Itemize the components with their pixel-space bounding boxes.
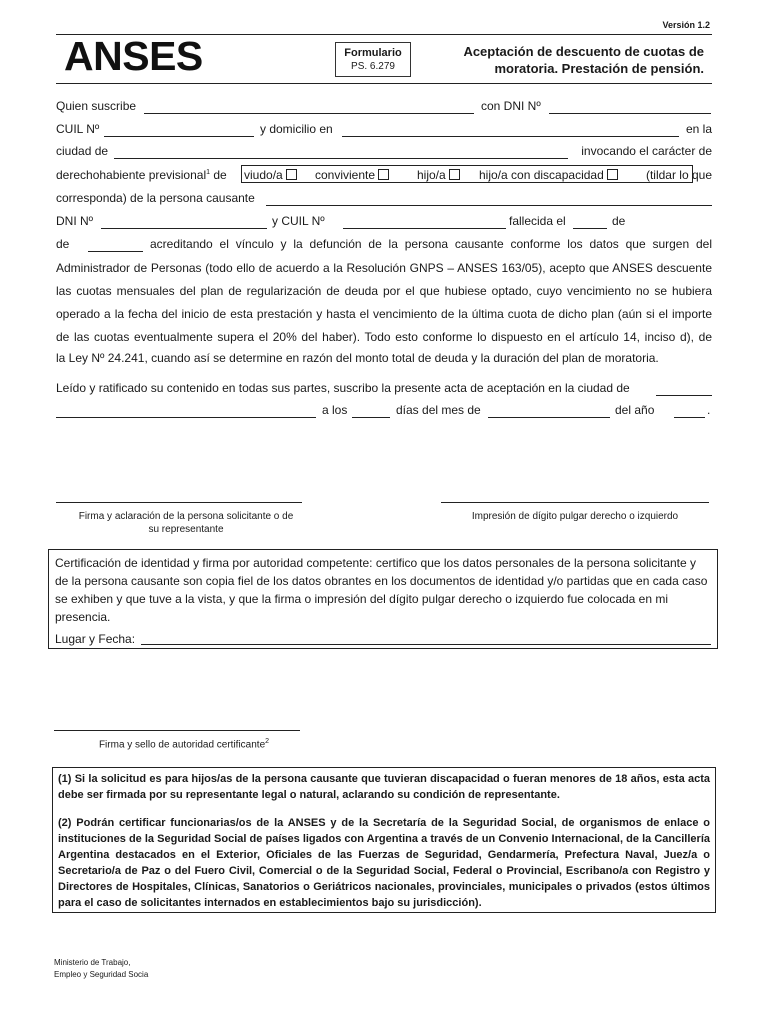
checkbox-hijo-discapacidad[interactable] xyxy=(607,169,618,180)
label-cuil: CUIL Nº xyxy=(56,122,100,136)
form-line-1 xyxy=(56,99,712,117)
field-dia-fallecimiento-blank[interactable] xyxy=(573,228,607,229)
paragraph-line-4: de las cuotas eventualmente supera el 20% del haber). Todo esto conforme lo dispuesto en el artículo 14, inciso d), de xyxy=(56,330,712,344)
label-derechohabiente: derechohabiente previsional$^1$ de xyxy=(56,168,227,182)
footnote-ref-1: 1 xyxy=(206,169,211,176)
option-hijo[interactable]: hijo/a xyxy=(417,168,460,182)
document-title xyxy=(449,43,704,77)
signature-line-applicant[interactable] xyxy=(56,502,302,503)
option-hijo-discapacidad[interactable]: hijo/a con discapacidad xyxy=(479,168,618,182)
field-name-blank[interactable] xyxy=(144,113,474,114)
form-line-4 xyxy=(56,168,712,186)
label-dni: con DNI Nº xyxy=(481,99,541,113)
paragraph-line-3: operado a la fecha del inicio de esta prestación y hasta el vencimiento de la última cuota de dicho plan (aún si el importe xyxy=(56,307,712,321)
form-line-6 xyxy=(56,214,712,232)
label-de-mes: de xyxy=(612,214,626,228)
field-mes-fallecimiento-blank[interactable] xyxy=(88,251,143,252)
footnotes-box xyxy=(52,767,716,913)
signature-line-authority[interactable] xyxy=(54,730,300,731)
place-date-row xyxy=(55,630,711,648)
field-domicilio-blank[interactable] xyxy=(342,136,679,137)
signature-caption-applicant xyxy=(56,510,316,536)
checkbox-hijo[interactable] xyxy=(449,169,460,180)
label-en-la: en la xyxy=(685,122,712,136)
form-line-2 xyxy=(56,122,712,140)
certification-text: Certificación de identidad y firma por autoridad competente: certifico que los datos personales de la persona solicitante y de la persona causante son copia fiel de los datos obrantes en los documentos de identidad y/o partidas que en cada caso se exhiben y que tuve a la vista, y que la firma o impresión del dígito pulgar derecho o izquierdo fue colocada en mi presencia. xyxy=(55,556,708,624)
label-dni-causante: DNI Nº xyxy=(56,214,94,228)
label-domicilio: y domicilio en xyxy=(260,122,333,136)
field-ciudad-firma-blank[interactable] xyxy=(656,395,712,396)
form-code-box xyxy=(335,42,411,77)
option-viudo[interactable]: viudo/a xyxy=(244,168,297,182)
footnote-2: (2) Podrán certificar funcionarias/os de la ANSES y de la Secretaría de la Seguridad Social, de organismos de enlace o instituciones de la Seguridad Social de países ligados con Argentina a través de un Convenio Internacional, de la Cancillería Argentina destacados en el Exterior, Oficiales de las Fuerzas de Seguridad, Gendarmería, Prefectura Naval, Juez/a o Secretario/a de Paz o del Fuero Civil, Comercial o de la Seguridad Social, Federal o Provincial, Escribano/a con Registro y Directores de Hospitales, Clínicas, Sanatorios o Geriátricos nacionales, provinciales, municipales o privados (estos últimos para el caso de solicitantes internados en establecimientos bajo su jurisdicción). xyxy=(58,817,710,909)
ratification-line-1 xyxy=(56,381,712,399)
signature-caption-applicant-line2: su representante xyxy=(148,524,224,535)
footnote-1: (1) Si la solicitud es para hijos/as de la persona causante que tuvieran discapacidad o fueran menores de 18 años, esta acta debe ser firmada por su representante legal o natural, aclarando su condición de representante. xyxy=(58,773,710,801)
label-period: . xyxy=(707,403,711,417)
form-line-7 xyxy=(56,237,712,255)
label-fallecida: fallecida el xyxy=(509,214,566,228)
label-cuil-causante: y CUIL Nº xyxy=(272,214,325,228)
label-lugar-fecha: Lugar y Fecha: xyxy=(55,632,136,646)
label-a-los: a los xyxy=(322,403,348,417)
form-line-5 xyxy=(56,191,712,209)
paragraph-line-2: las cuotas mensuales del plan de regularización de deuda por el que hubiese optado, cuyo vencimiento no se hubiera xyxy=(56,284,712,298)
signature-caption-authority: Firma y sello de autoridad certificante$^2$ xyxy=(98,738,270,751)
text-acreditando: acreditando el vínculo y la defunción de la persona causante conforme los datos que surgen del xyxy=(150,237,712,251)
field-dias-blank[interactable] xyxy=(352,417,390,418)
field-lugar-fecha-blank[interactable] xyxy=(141,644,711,645)
label-de-anio: de xyxy=(56,237,70,251)
label-persona-causante: corresponda) de la persona causante xyxy=(56,191,255,205)
footer-line2: Empleo y Seguridad Socia xyxy=(54,970,149,979)
form-code: PS. 6.279 xyxy=(351,61,395,72)
paragraph-line-1: Administrador de Personas (todo ello de acuerdo a la Resolución GNPS – ANSES 163/05), acepto que ANSES descuente xyxy=(56,261,712,275)
version-label: Versión 1.2 xyxy=(662,20,710,30)
field-causante-blank[interactable] xyxy=(266,205,712,206)
anses-logo: ANSES xyxy=(64,33,203,79)
label-invocando: invocando el carácter de xyxy=(581,144,712,158)
form-line-3 xyxy=(56,144,712,162)
document-title-line1: Aceptación de descuento de cuotas de xyxy=(463,44,704,59)
certification-box xyxy=(48,549,718,649)
label-tildar: (tildar lo que xyxy=(645,168,712,182)
checkbox-conviviente[interactable] xyxy=(378,169,389,180)
label-ciudad: ciudad de xyxy=(56,144,109,158)
label-dias-mes: días del mes de xyxy=(396,403,481,417)
signature-line-thumbprint[interactable] xyxy=(441,502,709,503)
checkbox-viudo[interactable] xyxy=(286,169,297,180)
ratification-line-2 xyxy=(56,403,712,421)
footer-ministry xyxy=(54,957,148,981)
field-dni-blank[interactable] xyxy=(549,113,711,114)
label-del-anio: del año xyxy=(615,403,655,417)
signature-caption-thumbprint: Impresión de dígito pulgar derecho o izquierdo xyxy=(471,511,679,522)
option-conviviente[interactable]: conviviente xyxy=(315,168,389,182)
label-quien-suscribe: Quien suscribe xyxy=(56,99,137,113)
field-mes-blank[interactable] xyxy=(488,417,610,418)
field-ciudad-firma-cont-blank[interactable] xyxy=(56,417,316,418)
footer-line1: Ministerio de Trabajo, xyxy=(54,958,131,967)
field-ciudad-blank[interactable] xyxy=(114,158,568,159)
field-cuil-causante-blank[interactable] xyxy=(343,228,506,229)
footnote-ref-2: 2 xyxy=(265,738,270,745)
paragraph-line-5 xyxy=(56,351,712,369)
relationship-options-box xyxy=(241,165,693,183)
field-anio-blank[interactable] xyxy=(674,417,705,418)
document-title-line2: moratoria. Prestación de pensión. xyxy=(494,61,704,76)
form-label: Formulario xyxy=(344,47,402,59)
signature-caption-applicant-line1: Firma y aclaración de la persona solicitante o de xyxy=(78,511,294,522)
field-dni-causante-blank[interactable] xyxy=(101,228,267,229)
header-bottom-rule xyxy=(56,83,712,84)
field-cuil-blank[interactable] xyxy=(104,136,254,137)
paragraph-line-5-text: la Ley Nº 24.241, cuando así se determine en razón del monto total de deuda y la duración del plan de moratoria. xyxy=(56,351,659,365)
text-leido-ratificado: Leído y ratificado su contenido en todas sus partes, suscribo la presente acta de aceptación en la ciudad de xyxy=(56,381,630,395)
